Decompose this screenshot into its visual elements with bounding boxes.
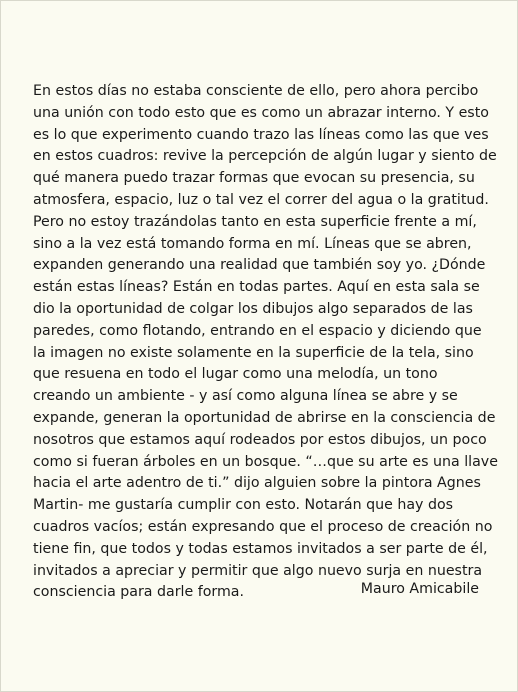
- paragraph-line: como si fueran árboles en un bosque. “…que su arte es una llave: [33, 453, 498, 470]
- paragraph-line: es lo que experimento cuando trazo las líneas como las que ves: [33, 126, 489, 143]
- paragraph-line: expanden generando una realidad que también soy yo. ¿Dónde: [33, 257, 486, 274]
- paragraph-line: creando un ambiente - y así como alguna línea se abre y se: [33, 388, 458, 405]
- paragraph-line: que resuena en todo el lugar como una melodía, un tono: [33, 366, 438, 383]
- body-paragraph: [33, 81, 498, 604]
- paragraph-line: Martin- me gustaría cumplir con esto. Notarán que hay dos: [33, 497, 454, 514]
- paragraph-line: una unión con todo esto que es como un abrazar interno. Y esto: [33, 104, 489, 121]
- paragraph-line: nosotros que estamos aquí rodeados por estos dibujos, un poco: [33, 431, 487, 448]
- paragraph-line: están estas líneas? Están en todas partes. Aquí en esta sala se: [33, 279, 480, 296]
- paragraph-line: tiene fin, que todos y todas estamos invitados a ser parte de él,: [33, 540, 488, 557]
- paragraph-line: en estos cuadros: revive la percepción de algún lugar y siento de: [33, 148, 497, 165]
- paragraph-line: hacia el arte adentro de ti.” dijo alguien sobre la pintora Agnes: [33, 475, 481, 492]
- paragraph-line: consciencia para darle forma.: [33, 584, 245, 601]
- paragraph-line: la imagen no existe solamente en la superficie de la tela, sino: [33, 344, 474, 361]
- paragraph-line: qué manera puedo trazar formas que evocan su presencia, su: [33, 170, 475, 187]
- paragraph-line: sino a la vez está tomando forma en mí. Líneas que se abren,: [33, 235, 472, 252]
- paragraph-line: paredes, como flotando, entrando en el espacio y diciendo que: [33, 322, 482, 339]
- paragraph-line: Pero no estoy trazándolas tanto en esta superficie frente a mí,: [33, 213, 477, 230]
- author-signature: Mauro Amicabile: [360, 581, 479, 597]
- paragraph-line: dio la oportunidad de colgar los dibujos algo separados de las: [33, 300, 473, 317]
- paragraph-line: expande, generan la oportunidad de abrirse en la consciencia de: [33, 409, 496, 426]
- paragraph-line: atmosfera, espacio, luz o tal vez el correr del agua o la gratitud.: [33, 191, 489, 208]
- paragraph-line: cuadros vacíos; están expresando que el proceso de creación no: [33, 518, 493, 535]
- paragraph-line: invitados a apreciar y permitir que algo nuevo surja en nuestra: [33, 562, 483, 579]
- paragraph-line: En estos días no estaba consciente de ello, pero ahora percibo: [33, 83, 479, 99]
